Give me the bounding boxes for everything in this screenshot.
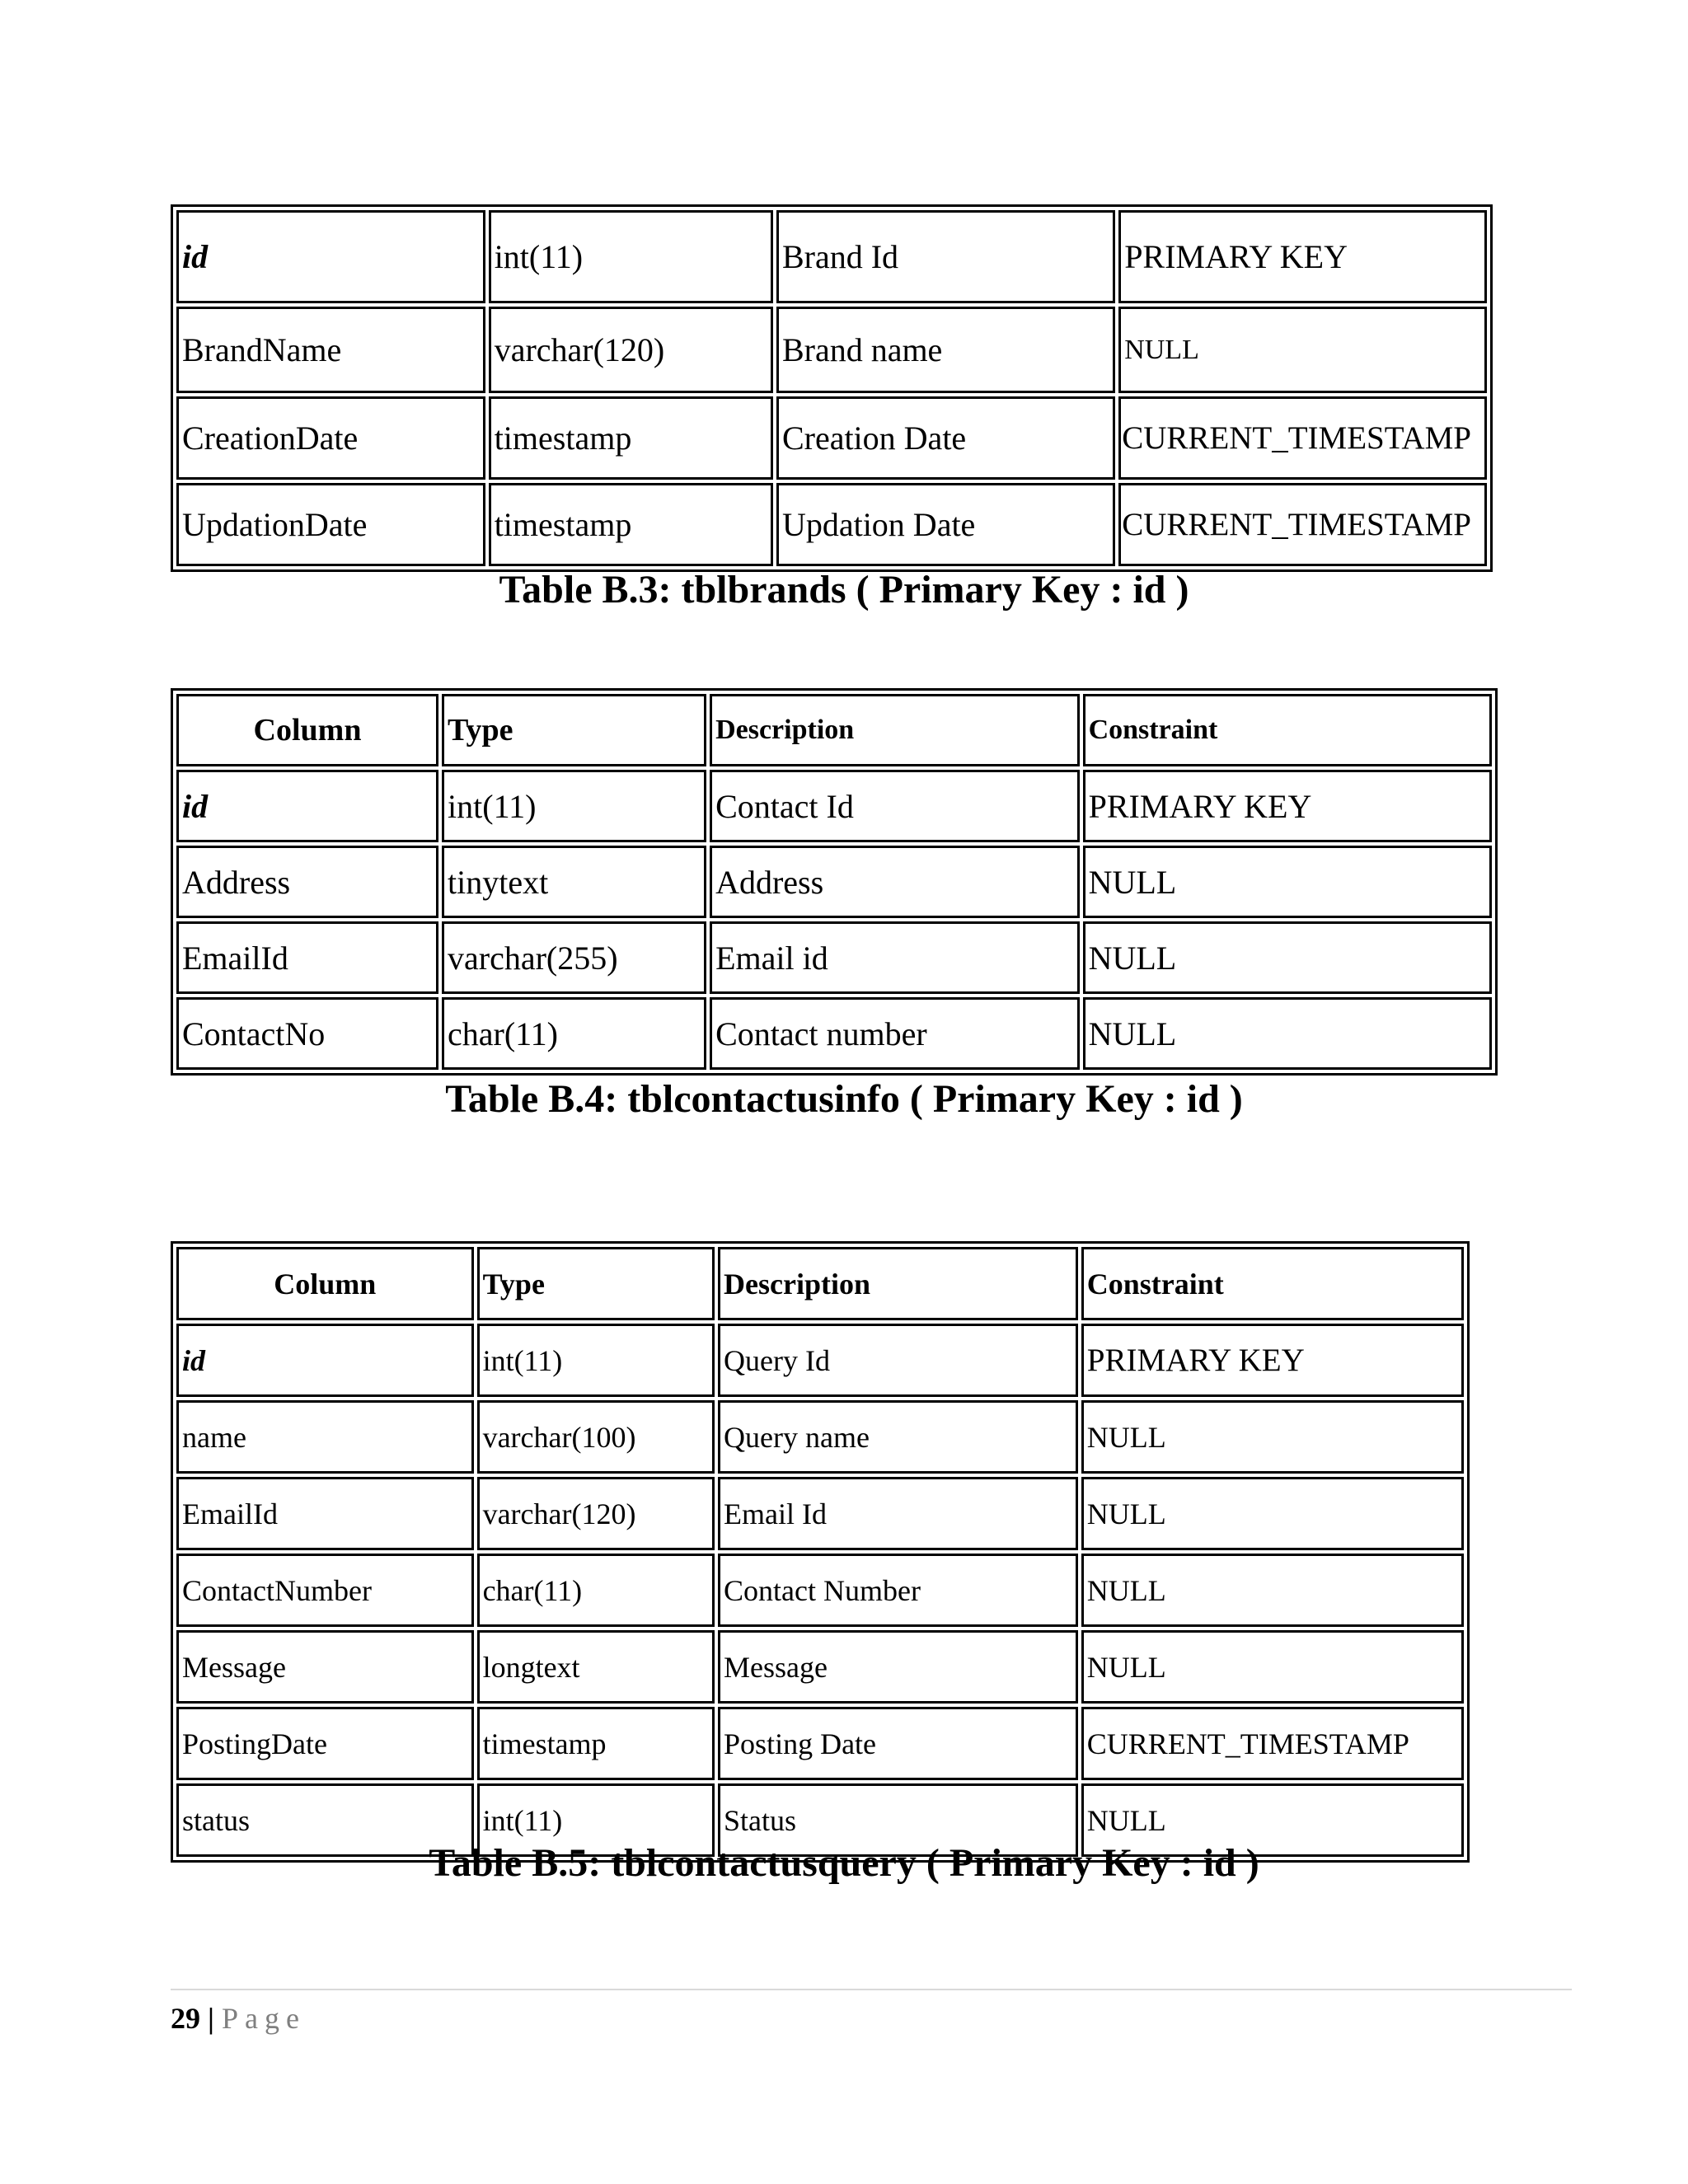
table-cell: Address (710, 846, 1079, 918)
table-cell: Creation Date (776, 396, 1115, 480)
column-header: Column (176, 1247, 474, 1320)
footer-divider (171, 1989, 1572, 1990)
table-cell: varchar(120) (489, 307, 773, 393)
column-header: Type (477, 1247, 715, 1320)
column-header: Description (710, 694, 1079, 766)
table-caption: Table B.5: tblcontactusquery ( Primary Key : id ) (429, 1841, 1259, 1885)
column-header: Column (176, 694, 438, 766)
table-cell: id (176, 1324, 474, 1397)
table-row (176, 1324, 1464, 1397)
table-header-row (176, 1247, 1464, 1320)
column-header: Type (442, 694, 706, 766)
table-cell: status (176, 1783, 474, 1857)
table-cell: longtext (477, 1630, 715, 1704)
table-cell: NULL (1081, 1400, 1464, 1474)
table-cell: char(11) (442, 997, 706, 1070)
column-header: Constraint (1083, 694, 1492, 766)
table-cell: Message (718, 1630, 1078, 1704)
table-cell: name (176, 1400, 474, 1474)
table-cell: CURRENT_TIMESTAMP (1118, 396, 1487, 480)
table-cell: Contact number (710, 997, 1079, 1070)
table-row (176, 1477, 1464, 1550)
table-cell: Message (176, 1630, 474, 1704)
column-header: Constraint (1081, 1247, 1464, 1320)
page-label: Page (221, 2002, 306, 2035)
table-cell: UpdationDate (176, 483, 485, 566)
table-cell: Email Id (718, 1477, 1078, 1550)
table-cell: Posting Date (718, 1707, 1078, 1780)
table-cell: varchar(100) (477, 1400, 715, 1474)
table-cell: EmailId (176, 1477, 474, 1550)
page-number: 29 (171, 2002, 200, 2035)
table-cell: NULL (1083, 921, 1492, 994)
table-cell: CURRENT_TIMESTAMP (1081, 1707, 1464, 1780)
table-row (176, 210, 1487, 303)
table-cell: Query name (718, 1400, 1078, 1474)
column-header: Description (718, 1247, 1078, 1320)
table-tblcontactusquery (171, 1241, 1470, 1863)
table-cell: tinytext (442, 846, 706, 918)
table-cell: timestamp (489, 396, 773, 480)
table-row (176, 1630, 1464, 1704)
table-cell: int(11) (477, 1324, 715, 1397)
table-cell: CURRENT_TIMESTAMP (1118, 483, 1487, 566)
table-cell: int(11) (489, 210, 773, 303)
page-footer (171, 2001, 306, 2036)
table-caption: Table B.4: tblcontactusinfo ( Primary Key : id ) (445, 1077, 1243, 1121)
table-cell: PRIMARY KEY (1083, 770, 1492, 842)
table-cell: NULL (1083, 997, 1492, 1070)
table-row (176, 483, 1487, 566)
table-cell: NULL (1081, 1783, 1464, 1857)
table-cell: PRIMARY KEY (1081, 1324, 1464, 1397)
table-cell: NULL (1081, 1630, 1464, 1704)
table-cell: Contact Number (718, 1554, 1078, 1627)
table-cell: PRIMARY KEY (1118, 210, 1487, 303)
table-cell: Brand Id (776, 210, 1115, 303)
table-caption: Table B.3: tblbrands ( Primary Key : id ) (499, 568, 1189, 612)
table-cell: int(11) (477, 1783, 715, 1857)
table-cell: PostingDate (176, 1707, 474, 1780)
table-cell: NULL (1081, 1477, 1464, 1550)
table-row (176, 1554, 1464, 1627)
table-cell: ContactNo (176, 997, 438, 1070)
table-cell: timestamp (477, 1707, 715, 1780)
table-cell: varchar(120) (477, 1477, 715, 1550)
table-tblbrands (171, 204, 1493, 572)
table-cell: id (176, 770, 438, 842)
table-cell: NULL (1081, 1554, 1464, 1627)
table-cell: Query Id (718, 1324, 1078, 1397)
table-cell: Brand name (776, 307, 1115, 393)
footer-separator: | (208, 2002, 214, 2035)
table-row (176, 846, 1492, 918)
table-cell: ContactNumber (176, 1554, 474, 1627)
table-cell: timestamp (489, 483, 773, 566)
table-cell: NULL (1083, 846, 1492, 918)
table-cell: Email id (710, 921, 1079, 994)
table-row (176, 396, 1487, 480)
table-cell: Contact Id (710, 770, 1079, 842)
table-row (176, 770, 1492, 842)
table-cell: EmailId (176, 921, 438, 994)
table-cell: NULL (1118, 307, 1487, 393)
table-cell: varchar(255) (442, 921, 706, 994)
table-row (176, 997, 1492, 1070)
table-cell: Address (176, 846, 438, 918)
table-cell: int(11) (442, 770, 706, 842)
table-cell: BrandName (176, 307, 485, 393)
table-header-row (176, 694, 1492, 766)
table-cell: Updation Date (776, 483, 1115, 566)
table-tblcontactusinfo (171, 688, 1498, 1076)
table-cell: id (176, 210, 485, 303)
table-row (176, 1707, 1464, 1780)
table-cell: Status (718, 1783, 1078, 1857)
table-cell: char(11) (477, 1554, 715, 1627)
table-cell: CreationDate (176, 396, 485, 480)
table-row (176, 307, 1487, 393)
table-row (176, 1400, 1464, 1474)
table-row (176, 921, 1492, 994)
